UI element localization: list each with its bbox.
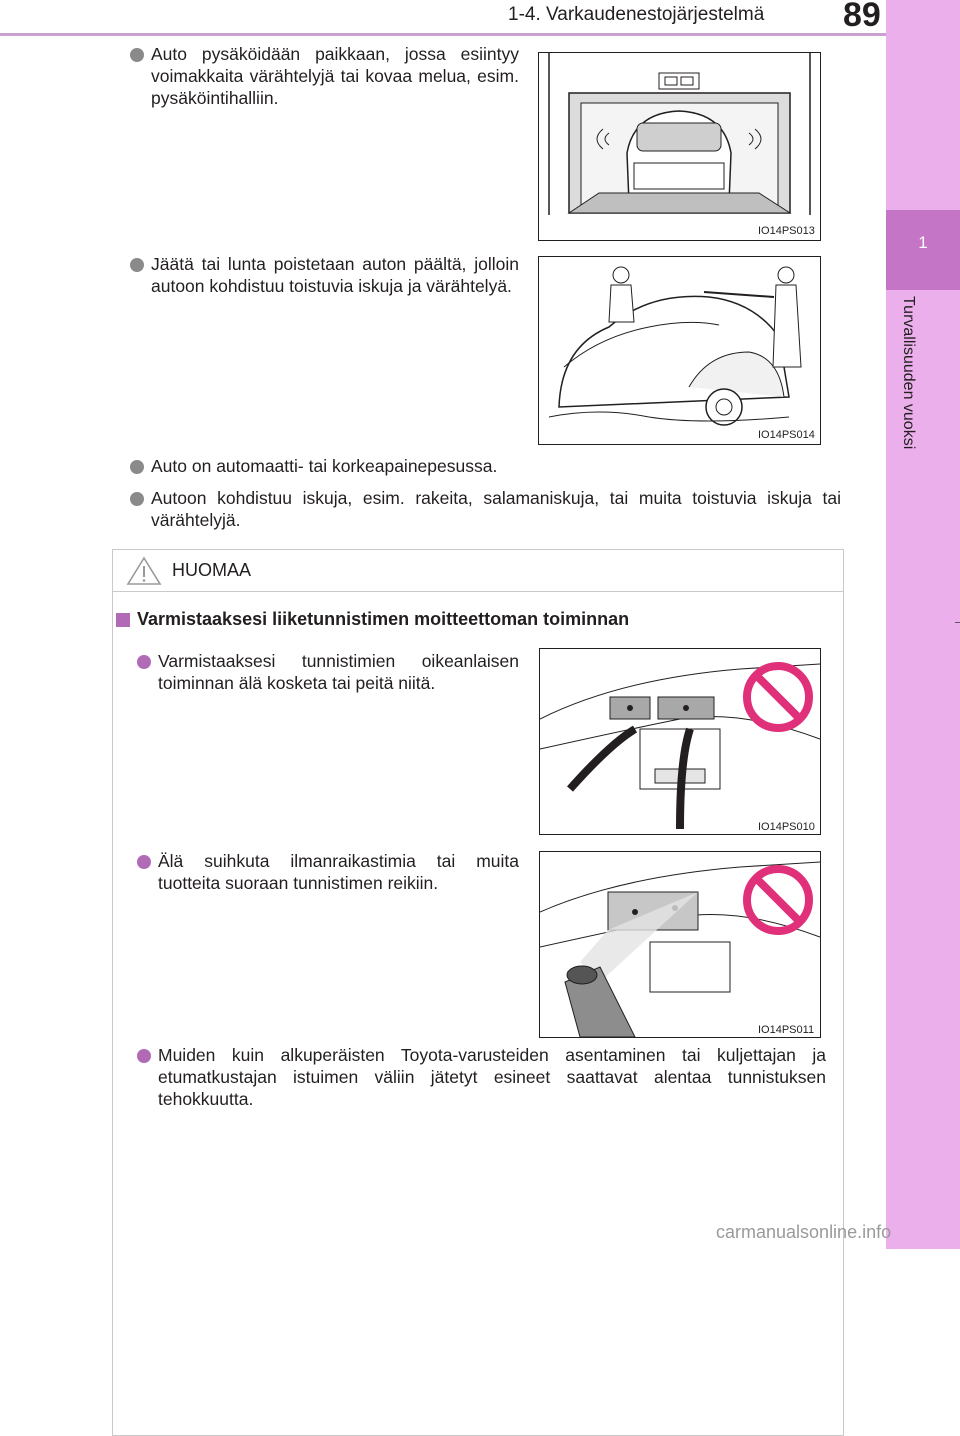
bullet-dot (130, 258, 144, 272)
bullet-text-snow: Jäätä tai lunta poistetaan auton päältä, jolloin autoon kohdistuu toistuvia iskuja ja värähtelyä. (151, 254, 519, 296)
watermark: carmanualsonline.info (716, 1222, 892, 1242)
figure-code: IO14PS011 (758, 1024, 815, 1036)
section-title: 1-4. Varkaudenestojärjestelmä (508, 4, 765, 25)
chapter-title: Turvallisuuden vuoksi (900, 296, 917, 450)
figure-snow-removal (538, 256, 821, 445)
notice-title: HUOMAA (172, 560, 252, 580)
bullet-dot (130, 460, 144, 474)
figure-code: IO14PS014 (758, 429, 815, 441)
figure-code: IO14PS013 (758, 225, 815, 237)
garage-illustration (539, 53, 820, 240)
notice-text-accessories: Muiden kuin alkuperäisten Toyota-varusteiden asentaminen tai kuljettajan ja etumatkustajan istuimen väliin jätetyt esineet saattavat alentaa tunnistuksen tehokkuutta. (158, 1045, 826, 1109)
figure-garage (538, 52, 821, 241)
spray-prohibited-illustration (540, 852, 820, 1037)
bullet-dot (130, 492, 144, 506)
bullet-dot (137, 655, 151, 669)
chapter-number: 1 (918, 233, 928, 252)
notice-text-do-not-touch: Varmistaaksesi tunnistimien oikeanlaisen toiminnan älä kosketa tai peitä niitä. (158, 651, 519, 693)
bullet-text-car-wash: Auto on automaatti- tai korkeapainepesussa. (151, 456, 498, 476)
subheading-marker (116, 613, 130, 627)
bullet-text-parking: Auto pysäköidään paikkaan, jossa esiintyy voimakkaita värähtelyjä tai kovaa melua, esim. pysäköintihalliin. (151, 44, 519, 108)
chapter-title-vertical (899, 296, 939, 516)
warning-triangle-icon (126, 556, 162, 586)
notice-subheading: Varmistaaksesi liiketunnistimen moitteettoman toiminnan (137, 609, 630, 629)
header-rule (0, 33, 886, 36)
figure-sensor-touch (539, 648, 821, 835)
snow-car-illustration (539, 257, 820, 444)
bullet-dot (137, 1049, 151, 1063)
sensor-prohibited-illustration (540, 649, 820, 834)
page-number: 89 (843, 0, 881, 34)
edge-tick (955, 622, 960, 623)
chapter-side-tab (886, 0, 960, 1249)
notice-text-do-not-spray: Älä suihkuta ilmanraikastimia tai muita tuotteita suoraan tunnistimen reikiin. (158, 851, 519, 893)
figure-code: IO14PS010 (758, 821, 815, 833)
bullet-dot (137, 855, 151, 869)
bullet-text-impacts: Autoon kohdistuu iskuja, esim. rakeita, salamaniskuja, tai muita toistuvia iskuja tai värähtelyjä. (151, 488, 841, 530)
notice-separator (113, 591, 843, 592)
figure-sensor-spray (539, 851, 821, 1038)
bullet-dot (130, 48, 144, 62)
